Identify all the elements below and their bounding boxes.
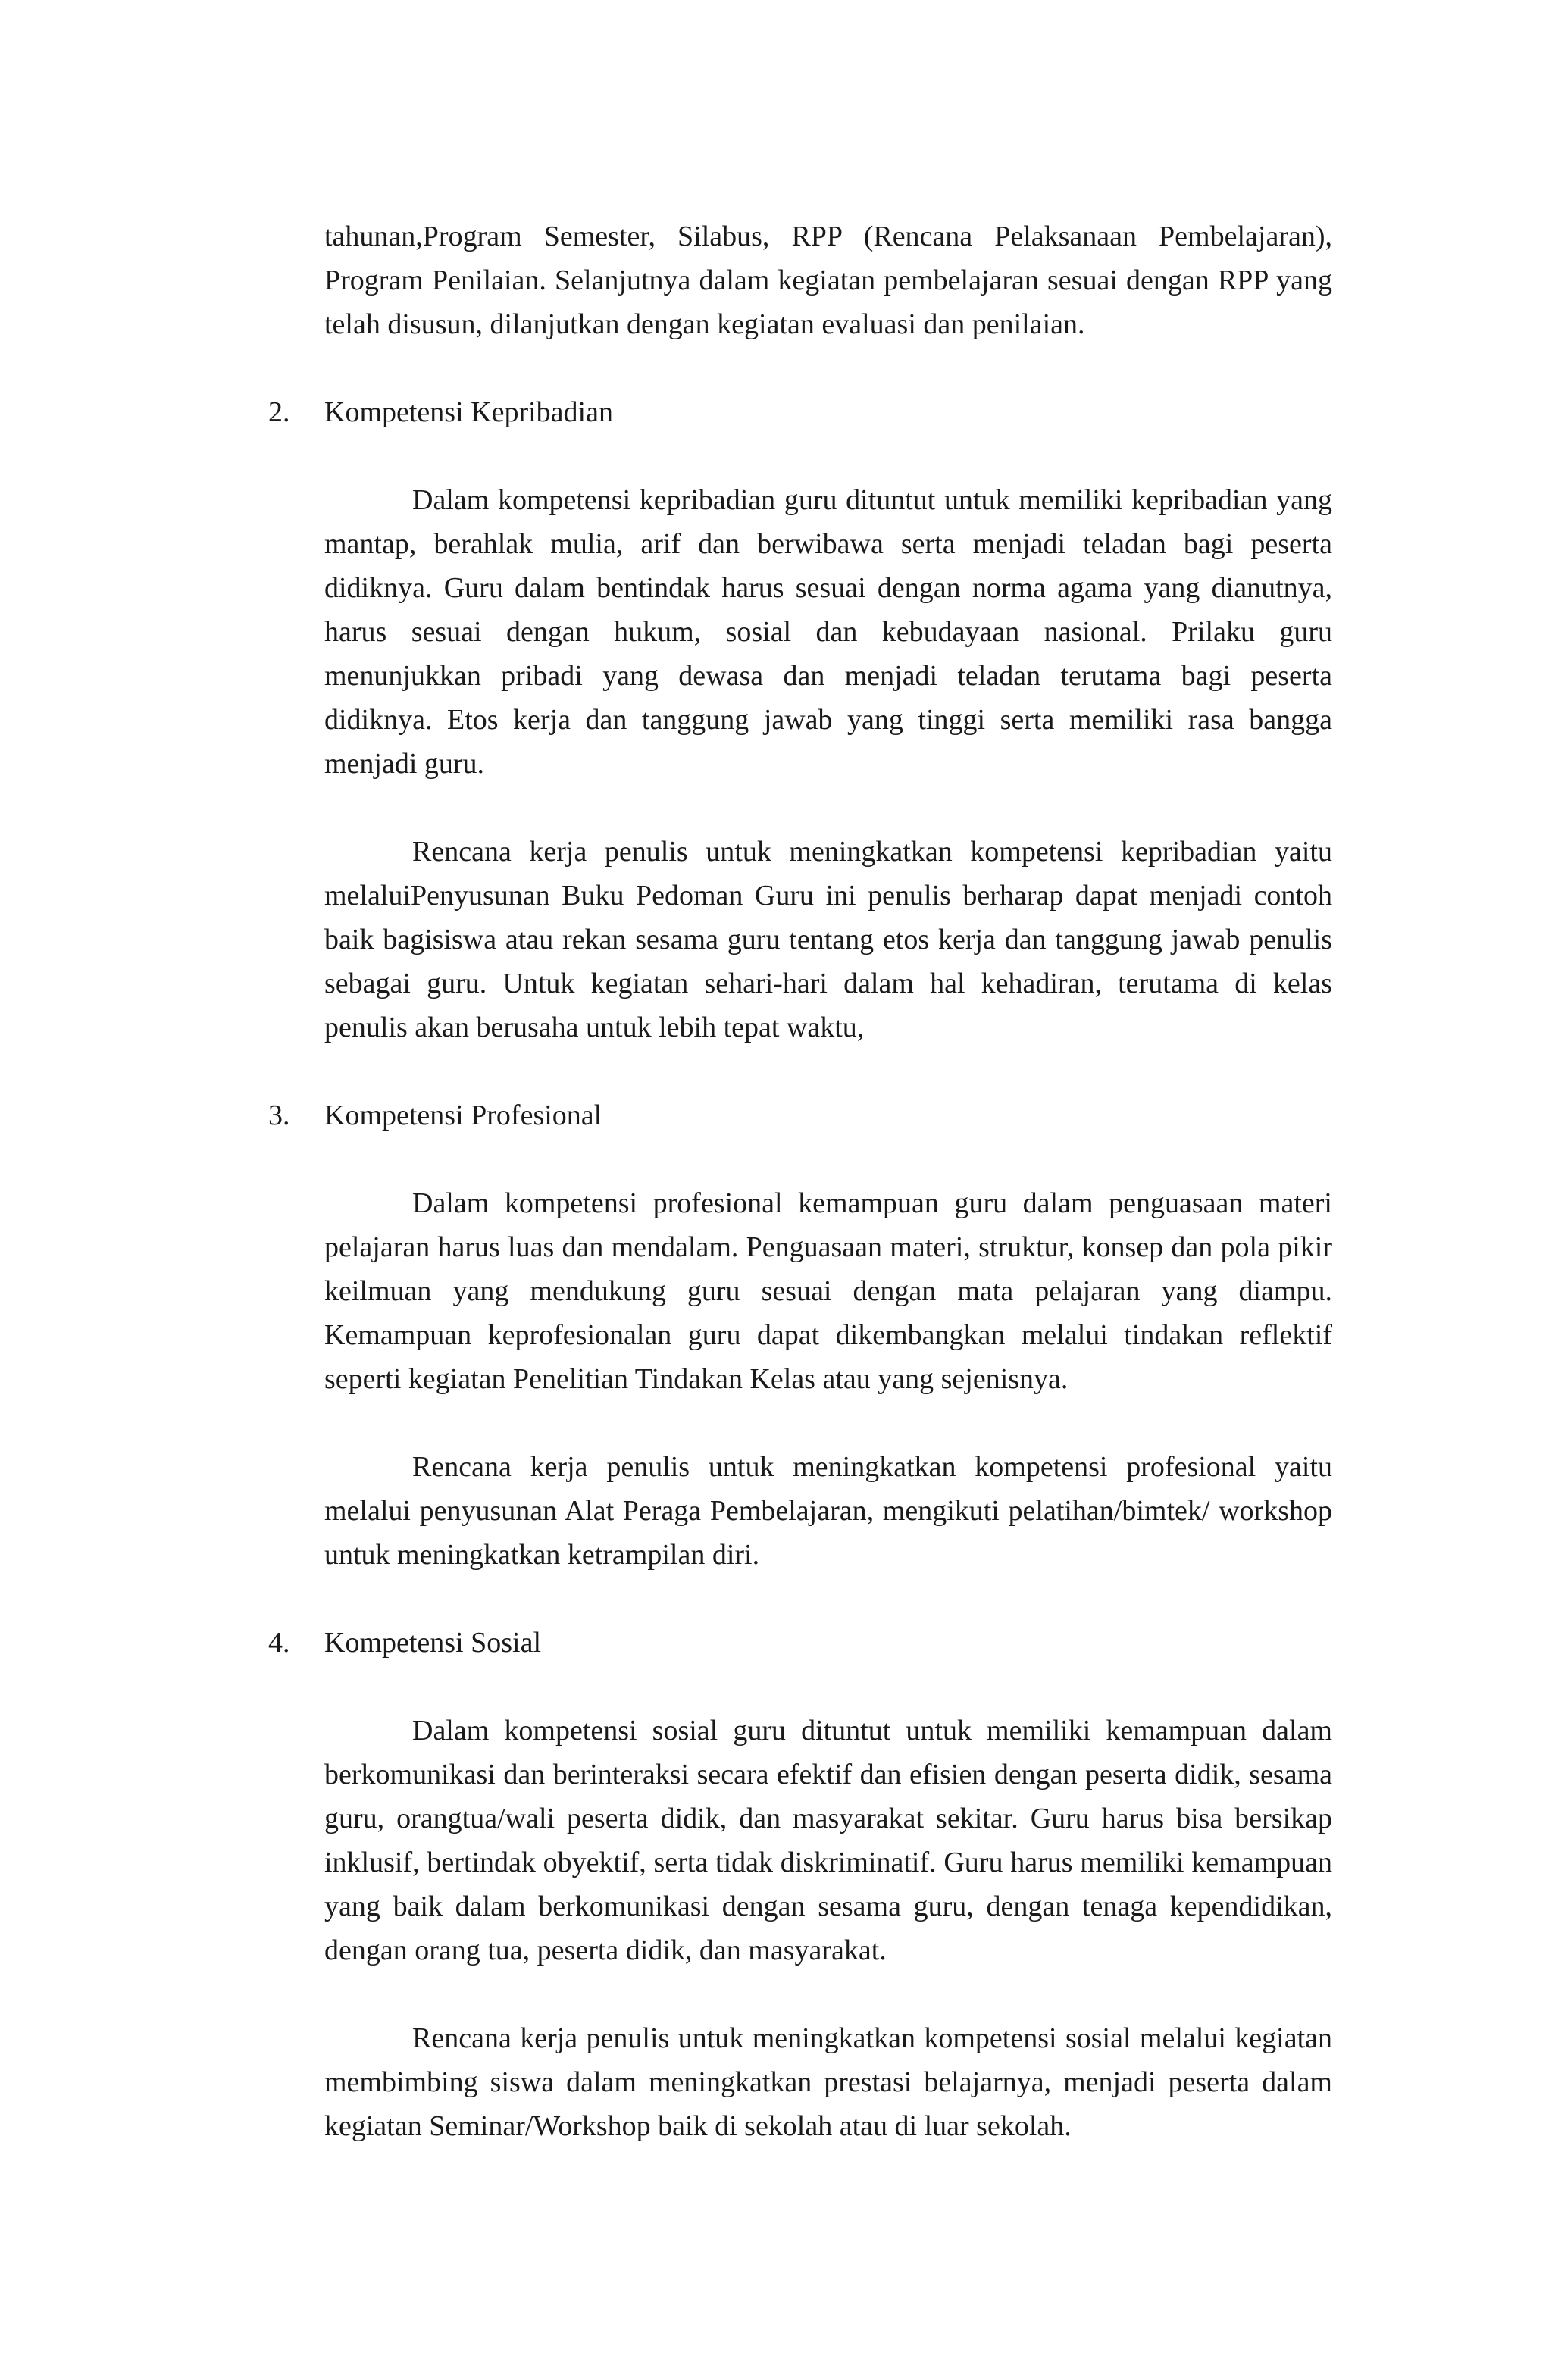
section-number: 4. xyxy=(268,1627,290,1659)
section-heading-sosial xyxy=(268,1621,1332,1665)
section-heading-kepribadian xyxy=(268,390,1332,434)
paragraph: Dalam kompetensi kepribadian guru dituntut untuk memiliki kepribadian yang mantap, berahlak mulia, arif dan berwibawa serta menjadi teladan bagi peserta didiknya. Guru dalam bentindak harus sesuai dengan norma agama yang dianutnya, harus sesuai dengan hukum, sosial dan kebudayaan nasional. Prilaku guru menunjukkan pribadi yang dewasa dan menjadi teladan terutama bagi peserta didiknya. Etos kerja dan tanggung jawab yang tinggi serta memiliki rasa bangga menjadi guru. xyxy=(324,484,1332,780)
paragraph: Dalam kompetensi sosial guru dituntut untuk memiliki kemampuan dalam berkomunikasi dan berinteraksi secara efektif dan efisien dengan peserta didik, sesama guru, orangtua/wali peserta didik, dan masyarakat sekitar. Guru harus bisa bersikap inklusif, bertindak obyektif, serta tidak diskriminatif. Guru harus memiliki kemampuan yang baik dalam berkomunikasi dengan sesama guru, dengan tenaga kependidikan, dengan orang tua, peserta didik, dan masyarakat. xyxy=(324,1715,1332,1966)
section-title: Kompetensi Profesional xyxy=(324,1099,602,1131)
paragraph: Rencana kerja penulis untuk meningkatkan kompetensi profesional yaitu melalui penyusunan Alat Peraga Pembelajaran, mengikuti pelatihan/bimtek/ workshop untuk meningkatkan ketrampilan diri. xyxy=(324,1451,1332,1571)
section-title: Kompetensi Kepribadian xyxy=(324,396,613,428)
section-number: 2. xyxy=(268,396,290,428)
intro-paragraph: tahunan,Program Semester, Silabus, RPP (Rencana Pelaksanaan Pembelajaran), Program Penilaian. Selanjutnya dalam kegiatan pembelajaran sesuai dengan RPP yang telah disusun, dilanjutkan dengan kegiatan evaluasi dan penilaian. xyxy=(324,220,1332,340)
section-title: Kompetensi Sosial xyxy=(324,1627,542,1659)
document-body xyxy=(268,214,1332,2148)
paragraph: Rencana kerja penulis untuk meningkatkan kompetensi kepribadian yaitu melaluiPenyusunan Buku Pedoman Guru ini penulis berharap dapat menjadi contoh baik bagisiswa atau rekan sesama guru tentang etos kerja dan tanggung jawab penulis sebagai guru. Untuk kegiatan sehari-hari dalam hal kehadiran, terutama di kelas penulis akan berusaha untuk lebih tepat waktu, xyxy=(324,836,1332,1043)
section-number: 3. xyxy=(268,1099,290,1131)
paragraph: Rencana kerja penulis untuk meningkatkan kompetensi sosial melalui kegiatan membimbing siswa dalam meningkatkan prestasi belajarnya, menjadi peserta dalam kegiatan Seminar/Workshop baik di sekolah atau di luar sekolah. xyxy=(324,2022,1332,2142)
paragraph: Dalam kompetensi profesional kemampuan guru dalam penguasaan materi pelajaran harus luas dan mendalam. Penguasaan materi, struktur, konsep dan pola pikir keilmuan yang mendukung guru sesuai dengan mata pelajaran yang diampu. Kemampuan keprofesionalan guru dapat dikembangkan melalui tindakan reflektif seperti kegiatan Penelitian Tindakan Kelas atau yang sejenisnya. xyxy=(324,1187,1332,1395)
section-heading-profesional xyxy=(268,1093,1332,1137)
